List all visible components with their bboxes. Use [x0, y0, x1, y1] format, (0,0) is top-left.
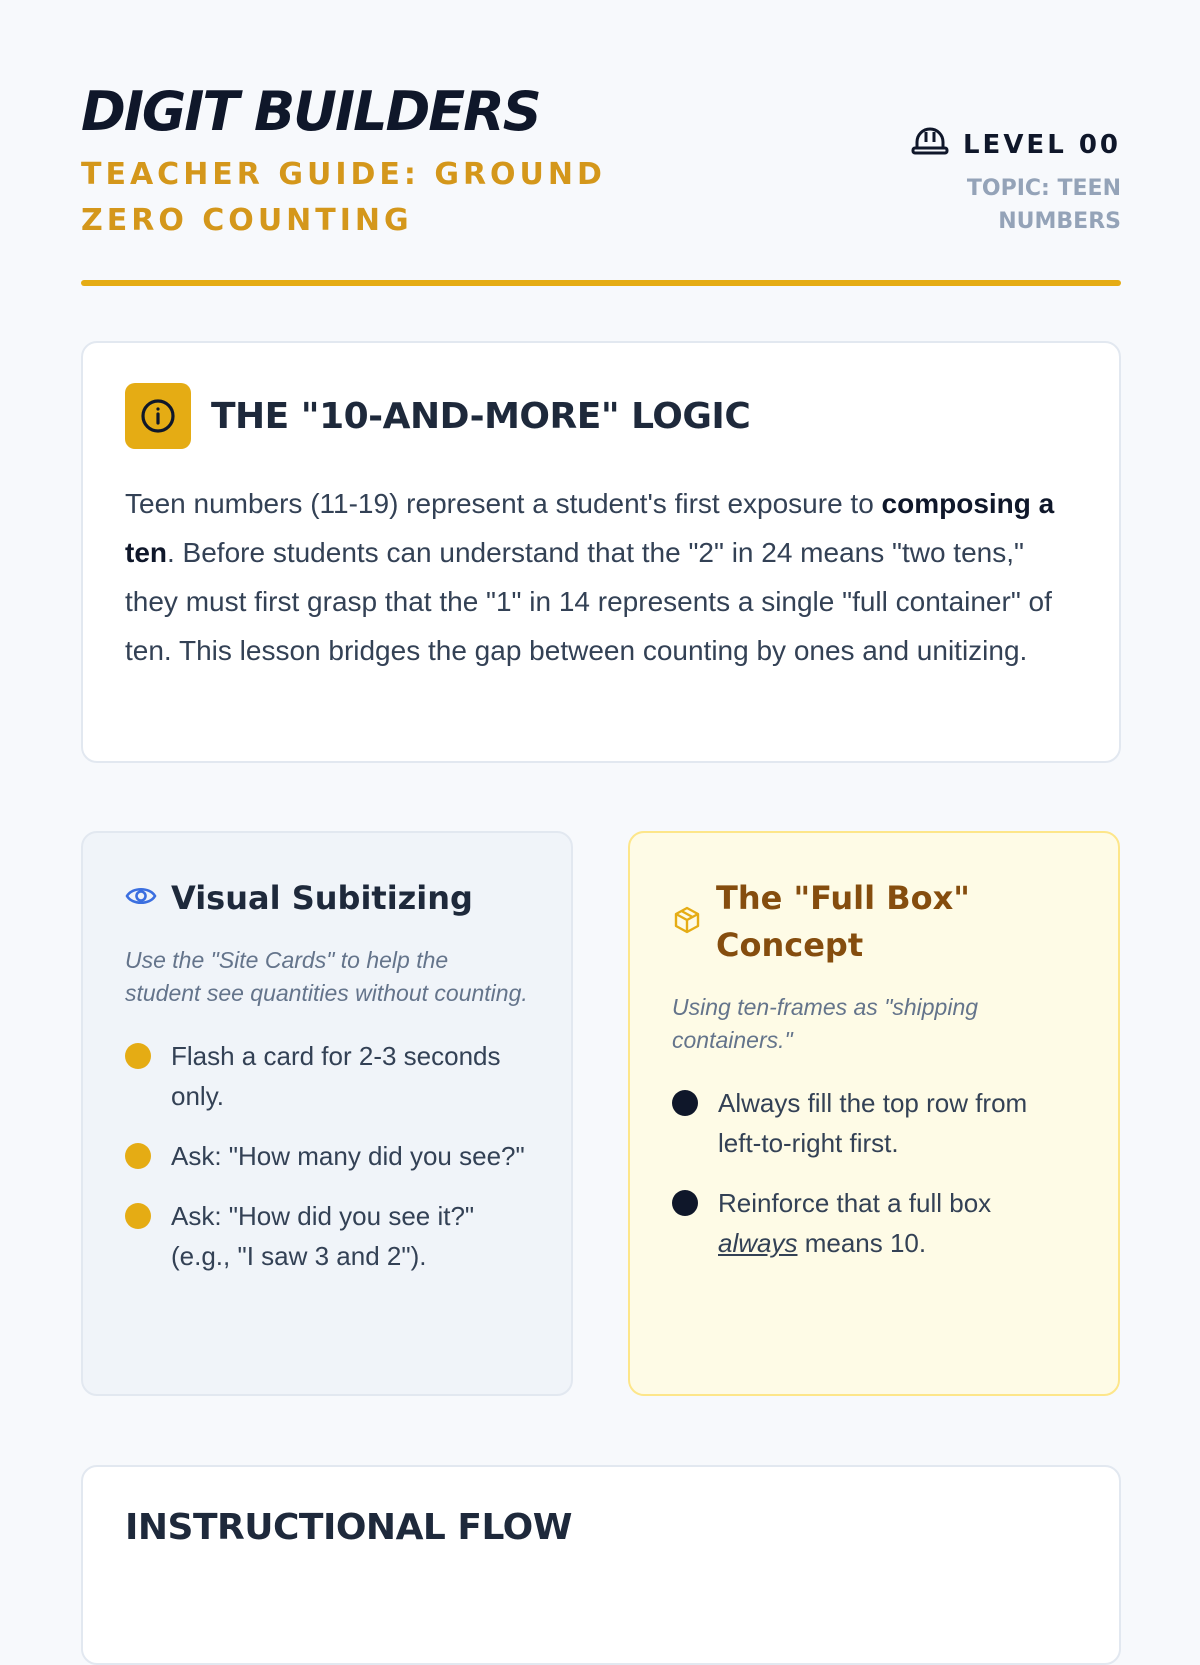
list-item: Ask: "How many did you see?" [125, 1136, 529, 1176]
guide-subtitle: TEACHER GUIDE: GROUND ZERO COUNTING [81, 157, 606, 238]
logic-title: THE "10-AND-MORE" LOGIC [211, 395, 751, 437]
page-header [81, 80, 1121, 244]
visual-list [125, 1036, 529, 1276]
hard-hat-icon [911, 126, 949, 163]
bullet-dot [672, 1190, 698, 1216]
list-item: Always fill the top row from left-to-right first. [672, 1083, 1076, 1163]
emphasis-always: always [718, 1228, 798, 1258]
bullet-dot [125, 1143, 151, 1169]
full-box-description: Using ten-frames as "shipping containers." [672, 994, 979, 1053]
level-label: LEVEL 00 [962, 129, 1121, 160]
topic-label: TOPIC: TEEN NUMBERS [966, 176, 1121, 234]
emphasis-composing-ten: composing a ten [125, 488, 1055, 568]
visual-subitizing-card [81, 831, 573, 1396]
eye-icon [125, 884, 157, 913]
logic-body: Teen numbers (11-19) represent a student's first exposure to composing a ten. Before students can understand that the "2" in 24 means "two tens," they must first grasp that the "1" in 14 represents a single "full container" of ten. This lesson bridges the gap between counting by ones and unitizing. [125, 488, 1055, 666]
instructional-flow-card [81, 1465, 1121, 1665]
visual-title: Visual Subitizing [171, 879, 473, 917]
logic-card [81, 341, 1121, 763]
full-box-card [628, 831, 1120, 1396]
package-icon [672, 905, 702, 940]
list-item: Ask: "How did you see it?" (e.g., "I saw 3 and 2"). [125, 1196, 529, 1276]
level-badge [911, 126, 1121, 163]
list-item: Reinforce that a full box always means 10. [672, 1183, 1076, 1263]
visual-description: Use the "Site Cards" to help the student see quantities without counting. [125, 947, 528, 1006]
full-box-title: The "Full Box" Concept [716, 879, 970, 964]
bullet-dot [125, 1203, 151, 1229]
flow-title: INSTRUCTIONAL FLOW [125, 1507, 572, 1548]
bullet-dot [125, 1043, 151, 1069]
header-divider [81, 280, 1121, 286]
info-icon [125, 383, 191, 449]
bullet-dot [672, 1090, 698, 1116]
list-item: Flash a card for 2-3 seconds only. [125, 1036, 529, 1116]
brand-title: DIGIT BUILDERS [81, 80, 540, 143]
full-box-list [672, 1083, 1076, 1263]
